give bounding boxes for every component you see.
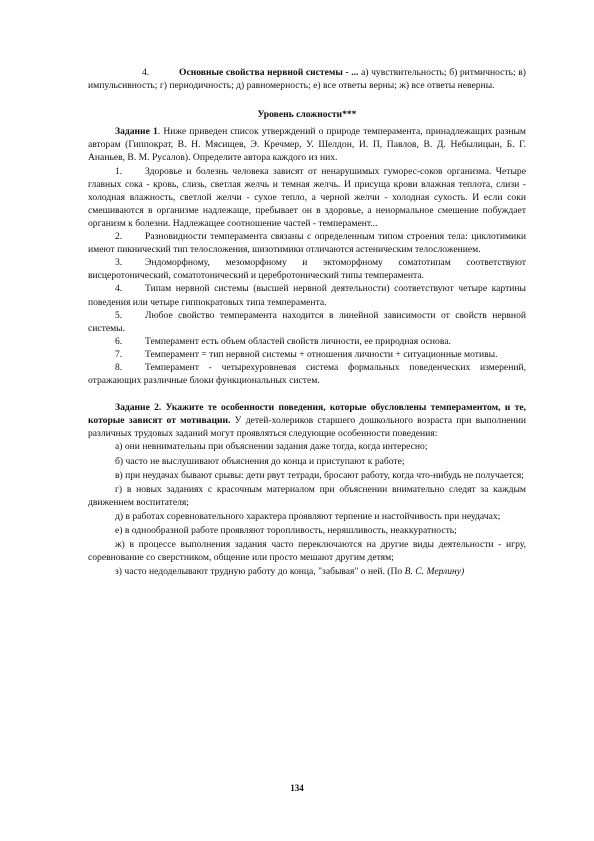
statement-item (88, 165, 526, 230)
statement-item (88, 361, 526, 387)
source-citation: В. С. Мерлину) (404, 566, 465, 578)
statement-text: Темперамент - четырехуровневая система формальных поведенческих измерений, отражающих различные блоки функциональных систем. (88, 361, 526, 387)
question-4 (88, 66, 526, 92)
statement-number: 5. (115, 309, 123, 321)
statement-item (88, 309, 526, 335)
statement-number: 7. (115, 348, 123, 360)
statement-number: 4. (115, 283, 123, 295)
statement-text: Темперамент = тип нервной системы + отношения личности + ситуационные мотивы. (145, 348, 498, 360)
task-1-statements (88, 165, 526, 388)
task-1-text: . Ниже приведен список утверждений о природе темперамента, принадлежащих разным авторам (Гиппократ, В. Н. Мясищев, Э. Кречмер, У. Шелдон, И. П, Павлов, В. Д. Небылицын, Б. Г. Ананьев, В. М. Русалов). Определите автора каждого из них. (88, 126, 526, 164)
statement-text: Любое свойство темперамента находится в линейной зависимости от свойств нервной системы. (88, 309, 526, 334)
question-answers: а) чувствительность; б) ритмичность; в) импульсивность; г) периодичность; д) равномерность; е) все ответы верны; ж) все ответы неверны. (88, 67, 526, 92)
statement-number: 6. (115, 335, 123, 347)
statement-text: Разновидности темперамента связаны с определенным типом строения тела: циклотимики имеют пикнический тип телосложения, шизотимики отличаются астеническим телосложением. (88, 231, 526, 256)
statement-text: Типам нервной системы (высшей нервной деятельности) соответствуют четыре картины поведения или четыре гиппократовых типа темперамента. (88, 283, 526, 308)
page-content (88, 66, 526, 579)
statement-item (88, 230, 526, 256)
question-title: Основные свойства нервной системы - ... (179, 67, 359, 78)
statement-item (88, 282, 526, 308)
statement-text: Эндоморфному, мезоморфному и эктоморфному соматотипам соответствуют висцеротонический, соматотонический и церебротонический типы темперамента. (88, 257, 526, 282)
statement-number: 8. (115, 361, 123, 373)
statement-number: 1. (115, 165, 123, 177)
task-2-text: У детей-холериков старшего дошкольного возраста при выполнении различных трудовых заданий могут проявляться следующие особенности поведения: (88, 415, 526, 440)
task-2-option: ж) в процессе выполнения задания часто переключаются на другие виды деятельности - игру, соревнование со сверстником, общение или просто мешают другим детям; (88, 539, 526, 564)
task-1-label: Задание 1 (115, 126, 158, 138)
task-2-option: г) в новых заданиях с красочным материалом при объяснении внимательно следят за каждым движением воспитателя; (88, 483, 526, 508)
statement-item (88, 335, 526, 348)
task-2-option: а) они невнимательны при объяснении задания даже тогда, когда интересно; (115, 441, 428, 453)
task-2-intro (88, 401, 526, 440)
task-2-label: Задание 2 (115, 402, 159, 414)
option-text: з) часто недоделывают трудную работу до конца, "забывая" о ней. (По (115, 566, 405, 578)
question-number: 4. (142, 67, 150, 78)
task-2-option-last (88, 565, 526, 578)
page-number: 134 (290, 783, 304, 793)
statement-number: 3. (115, 257, 123, 269)
statement-item (88, 348, 526, 361)
task-2-option: д) в работах соревновательного характера проявляют терпение и настойчивость при неудачах; (115, 510, 501, 522)
task-1-intro (88, 125, 526, 164)
level-heading: Уровень сложности*** (257, 109, 357, 121)
task-2-question: . Укажите те особенности поведения, которые обусловлены темпераментом, и те, которые зависят от мотивации. (88, 402, 526, 427)
statement-text: Здоровье и болезнь человека зависят от ненарушимых гуморес-соков организма. Четыре главных сока - кровь, слизь, светлая желчь и темная желчь. И присуща крови влажная теплота, слизи - холодная влажность, светлой желчи - сухое тепло, а черной желчи - холодная сухость. И если соки смешиваются в организме надлежаще, пребывает он в здоровье, а ненормальное смешение побуждает организм к болезни. Надлежащее соотношение частей - темперамент... (88, 165, 526, 229)
statement-text: Темперамент есть объем областей свойств личности, ее природная основа. (145, 335, 451, 347)
statement-item (88, 256, 526, 282)
task-2-option: в) при неудачах бывают срывы: дети рвут тетради, бросают работу, когда что-нибудь не получается; (115, 469, 524, 481)
task-2-option: е) в однообразной работе проявляют торопливость, неряшливость, неаккуратность; (115, 525, 457, 536)
statement-number: 2. (115, 231, 123, 243)
task-2-options (88, 440, 526, 564)
task-2-option: б) часто не выслушивают объяснения до конца и приступают к работе; (115, 455, 405, 467)
